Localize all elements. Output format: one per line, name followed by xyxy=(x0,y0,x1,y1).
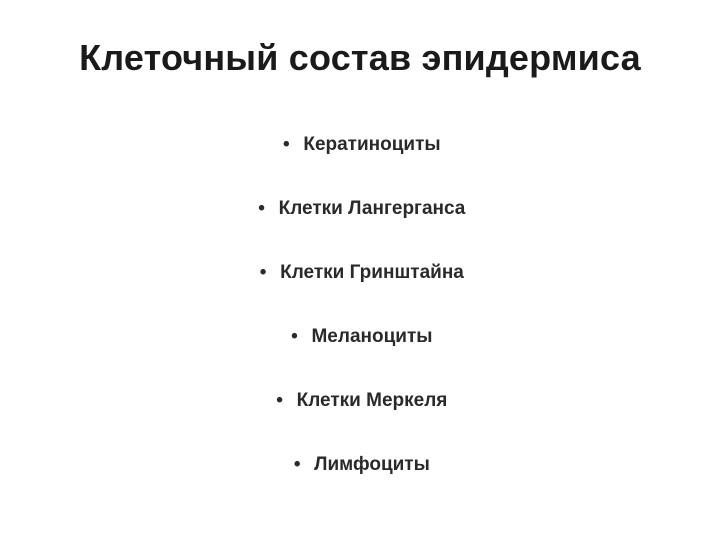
list-item-langerhans-cells xyxy=(0,188,720,252)
list-item-label: Меланоциты xyxy=(311,326,433,347)
list-item-merkel-cells xyxy=(0,380,720,444)
bullet-icon: • xyxy=(293,454,301,475)
list-item-keratinocytes xyxy=(0,124,720,188)
list-item-granstein-cells xyxy=(0,252,720,316)
list-item-label: Лимфоциты xyxy=(314,454,430,475)
slide-title: Клеточный состав эпидермиса xyxy=(79,37,641,78)
bullet-icon: • xyxy=(283,134,290,155)
list-item-label: Клетки Гринштайна xyxy=(280,262,464,283)
cell-type-list xyxy=(0,124,720,508)
bullet-icon: • xyxy=(258,198,265,219)
list-item-lymphocytes xyxy=(0,444,720,508)
list-item-label: Клетки Лангерганса xyxy=(278,198,466,219)
bullet-icon: • xyxy=(291,326,298,347)
bullet-icon: • xyxy=(259,262,267,283)
list-item-label: Клетки Меркеля xyxy=(296,390,448,411)
bullet-icon: • xyxy=(276,390,283,411)
list-item-label: Кератиноциты xyxy=(303,134,441,155)
list-item-melanocytes xyxy=(0,316,720,380)
